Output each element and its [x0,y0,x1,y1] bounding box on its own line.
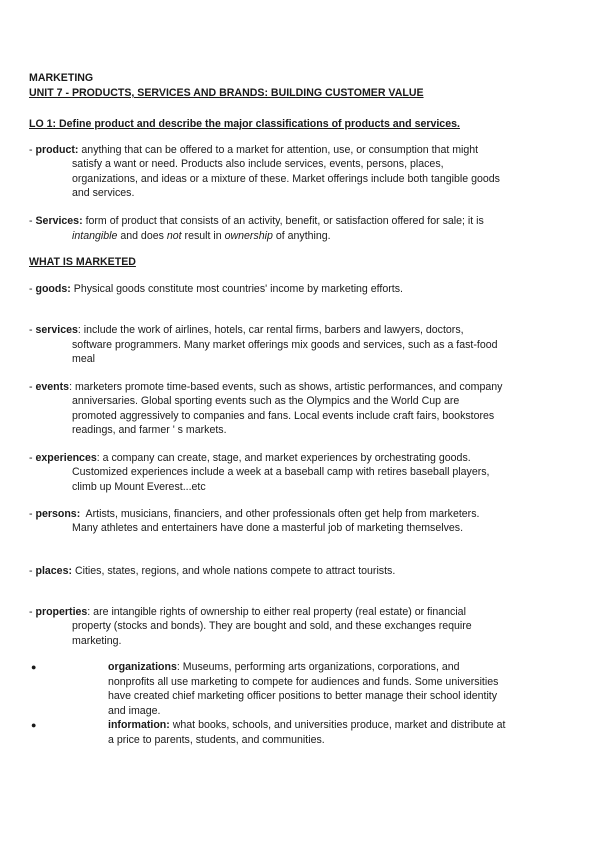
experiences-line-2: Customized experiences include a week at a baseball camp with retires baseball players, [72,466,490,478]
text-and-does: and does [120,230,164,242]
product-line-3: organizations, and ideas or a mixture of these. Market offerings include both tangible goods [72,173,500,185]
experiences-entry: - experiences: a company can create, stage, and market experiences by orchestrating goods. [29,452,471,464]
services-def-line-1: form of product that consists of an activity, benefit, or satisfaction offered for sale; it is [85,215,484,227]
word-intangible: intangible [72,230,118,242]
places-term: places: [35,565,72,577]
experiences-line-1: : a company can create, stage, and market experiences by orchestrating goods. [96,452,471,464]
information-line-1: what books, schools, and universities produce, market and distribute at [172,719,506,731]
product-line-1: anything that can be offered to a market for attention, use, or consumption that might [81,144,479,156]
events-line-2: anniversaries. Global sporting events such as the Olympics and the World Cup are [72,395,460,407]
product-line-2: satisfy a want or need. Products also include services, events, persons, places, [72,158,444,170]
places-entry: - places: Cities, states, regions, and whole nations compete to attract tourists. [29,565,396,577]
experiences-term: experiences [35,452,97,464]
unit-title: UNIT 7 - PRODUCTS, SERVICES AND BRANDS: BUILDING CUSTOMER VALUE [29,87,424,99]
goods-entry: - goods: Physical goods constitute most countries' income by marketing efforts. [29,283,403,295]
properties-line-3: marketing. [72,635,122,647]
what-is-marketed-heading: WHAT IS MARKETED [29,256,136,268]
organizations-bullet: ● [31,662,37,672]
services-line-2: software programmers. Many market offerings mix goods and services, such as a fast-food [72,339,498,351]
persons-term: persons: [35,508,81,520]
experiences-line-3: climb up Mount Everest...etc [72,481,206,493]
services-def-term: Services: [35,215,83,227]
organizations-line-4: and image. [108,705,161,717]
organizations-term: organizations [108,661,177,673]
course-title: MARKETING [29,72,94,84]
events-line-4: readings, and farmer ' s markets. [72,424,227,436]
events-term: events [35,381,70,393]
word-ownership: ownership [224,230,273,242]
persons-line-2: Many athletes and entertainers have done a masterful job of marketing themselves. [72,522,464,534]
events-line-1: : marketers promote time-based events, such as shows, artistic performances, and company [69,381,503,393]
goods-term: goods: [35,283,71,295]
events-entry: - events: marketers promote time-based events, such as shows, artistic performances, and company [29,381,503,393]
events-line-3: promoted aggressively to companies and fans. Local events include craft fairs, bookstores [72,410,495,422]
properties-term: properties [35,606,88,618]
organizations-line-3: have created chief marketing officer positions to better manage their school identity [108,690,498,702]
services-entry: - services: include the work of airlines, hotels, car rental firms, barbers and lawyers, doctors, [29,324,464,336]
word-not: not [166,230,182,242]
goods-text: Physical goods constitute most countries' income by marketing efforts. [73,283,403,295]
information-entry [108,718,505,733]
information-term: information: [108,719,170,731]
services-term: services [35,324,78,336]
services-def-entry: - Services: form of product that consists of an activity, benefit, or satisfaction offered for sale; it is [29,215,484,227]
product-line-4: and services. [72,187,135,199]
persons-entry: - persons: Artists, musicians, financiers, and other professionals often get help from marketers. [29,508,480,520]
lo1-heading: LO 1: Define product and describe the major classifications of products and services. [29,118,460,130]
text-of-anything: of anything. [275,230,331,242]
organizations-line-2: nonprofits all use marketing to compete for audiences and funds. Some universities [108,676,499,688]
properties-entry: - properties: are intangible rights of ownership to either real property (real estate) or financial [29,606,466,618]
services-def-line-2 [72,229,331,244]
places-text: Cities, states, regions, and whole nations compete to attract tourists. [74,565,396,577]
information-bullet: ● [31,720,37,730]
information-line-2: a price to parents, students, and communities. [108,734,325,746]
text-result-in: result in [184,230,222,242]
product-term: product: [35,144,79,156]
organizations-entry [108,660,460,675]
services-line-1: : include the work of airlines, hotels, car rental firms, barbers and lawyers, doctors, [77,324,464,336]
organizations-line-1: : Museums, performing arts organizations, corporations, and [176,661,460,673]
services-line-3: meal [72,353,95,365]
product-entry: - product: anything that can be offered to a market for attention, use, or consumption that might [29,144,479,156]
persons-line-1: Artists, musicians, financiers, and other professionals often get help from marketers. [85,508,480,520]
properties-line-2: property (stocks and bonds). They are bought and sold, and these exchanges require [72,620,472,632]
properties-line-1: : are intangible rights of ownership to either real property (real estate) or financial [87,606,466,618]
